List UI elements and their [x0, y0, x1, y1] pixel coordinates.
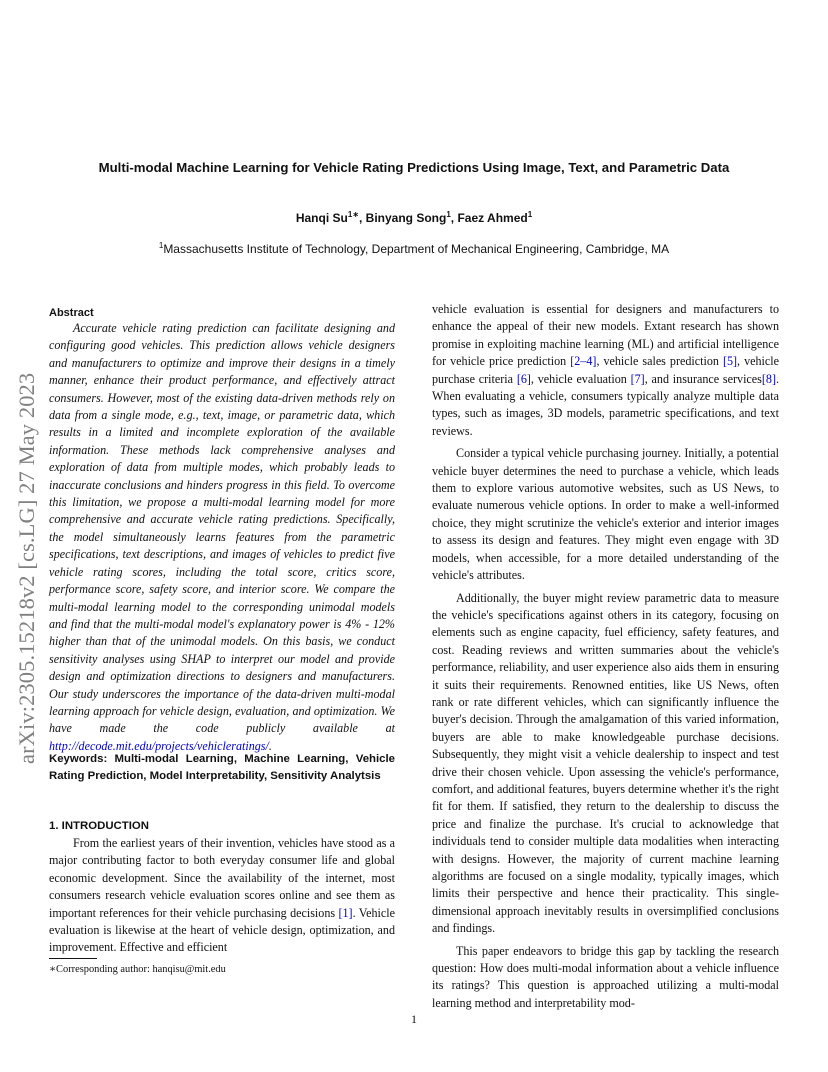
affiliation-mark: 1	[158, 241, 164, 250]
section-heading-introduction: 1. INTRODUCTION	[49, 820, 149, 832]
body-text: , vehicle purchase criteria	[432, 354, 779, 386]
affiliation	[0, 242, 828, 256]
author-sep: ,	[359, 211, 366, 225]
code-link[interactable]: http://decode.mit.edu/projects/vehicleratings/	[49, 738, 269, 753]
intro-text: From the earliest years of their invention, vehicles have stood as a major contributing factor to both everyday consumer life and global economic development. Since the availability of the internet, most consumers research vehicle evaluation scores online and see them as important references for their vehicle purchasing decisions	[49, 836, 395, 920]
paragraph: Consider a typical vehicle purchasing journey. Initially, a potential vehicle buyer determines the need to purchase a vehicle, which leads them to explore various automotive websites, such as US News, to evaluate numerous vehicle options. In order to make a well-informed choice, they might scrutinize the vehicle's exterior and interior images to assess its design and features. They might even engage with 3D models, when accessible, for a more detailed understanding of the vehicle's attributes.	[432, 446, 779, 583]
citation-link[interactable]: [7]	[630, 371, 645, 386]
author-name: Binyang Song	[365, 211, 447, 225]
body-text: vehicle evaluation is essential for designers and manufacturers to enhance the appeal of their new models. Extant research has shown promise in exploiting machine learning (ML) and artificial intelligence for vehicle price prediction	[432, 302, 779, 369]
footnote-rule	[49, 958, 97, 959]
author-sep: ,	[450, 211, 458, 225]
body-text: . When evaluating a vehicle, consumers typically analyze multiple data types, such as images, 3D models, parametric specifications, and text reviews.	[432, 371, 780, 438]
abstract-end: .	[268, 738, 272, 753]
author-mark: 1∗	[347, 210, 359, 219]
paragraph	[432, 301, 779, 440]
body-text: , vehicle evaluation	[530, 371, 631, 386]
abstract-text: Accurate vehicle rating prediction can facilitate designing and configuring good vehicles. This prediction allows vehicle designers and manufacturers to optimize and improve their designs in a timely manner, enhance their product performance, and effectively attract consumers. However, most of the existing data-driven methods rely on data from a single mode, e.g., text, image, or parametric data, which results in a limited and incomplete exploration of the available information. These methods lack comprehensive analyses and exploration of data from multiple modes, which probably leads to inaccurate conclusions and hinders progress in this field. To overcome this limitation, we propose a multi-modal learning model for more comprehensive and accurate vehicle rating predictions. Specifically, the model simultaneously learns features from the parametric specifications, text descriptions, and images of vehicles to predict five vehicle rating scores, including the total score, critics score, performance score, safety score, and interior score. We compare the multi-modal learning model to the corresponding unimodal models and find that the multi-modal model's explanatory power is 4% - 12% higher than that of the unimodal models. On this basis, we conduct sensitivity analyses using SHAP to interpret our model and provide design and optimization directions to designers and manufacturers. Our study underscores the importance of the data-driven multi-modal learning approach for vehicle design, evaluation, and optimization. We have made the code publicly available at	[49, 321, 395, 736]
author-name: Hanqi Su	[295, 211, 348, 225]
author-list	[0, 211, 828, 225]
citation-link[interactable]: [8]	[761, 371, 776, 386]
arxiv-stamp	[12, 278, 42, 764]
abstract-heading: Abstract	[49, 307, 94, 319]
page-number: 1	[411, 1012, 417, 1026]
paragraph: Additionally, the buyer might review parametric data to measure the vehicle's specifications against others in its category, focusing on elements such as engine capacity, fuel efficiency, safety features, and cost. Reading reviews and written summaries about the vehicle's performance, reliability, and user experience also aids them in ensuring it suits their requirements. Renowned entities, like US News, often rank or rate different vehicles, which can significantly influence the buyer's decision. Through the amalgamation of this varied information, buyers are able to make knowledgeable purchase decisions. Subsequently, they might visit a vehicle dealership to inspect and test drive their chosen vehicle. Upon assessing the vehicle's performance, comfort, and additional features, buyers determine whether it's the right fit for them. If satisfied, they return to the dealership to discuss the price and finalize the purchase. It's crucial to acknowledge that individuals tend to consider multiple data modalities when interacting with designs. However, the majority of current machine learning algorithms are focused on a single modality, typically images, which limits their perspective and hence their practicality. This single-dimensional approach inevitably results in oversimplified conclusions and findings.	[432, 590, 779, 936]
arxiv-stamp-text: arXiv:2305.15218v2 [cs.LG] 27 May 2023	[14, 372, 39, 764]
citation-link[interactable]: [1]	[338, 905, 353, 920]
affiliation-text: Massachusetts Institute of Technology, Department of Mechanical Engineering, Cambridge, MA	[163, 242, 670, 256]
right-column	[432, 301, 779, 1017]
citation-link[interactable]: [5]	[722, 354, 738, 369]
paragraph: This paper endeavors to bridge this gap by tackling the research question: How does multi-modal information about a vehicle influence its ratings? This question is approached utilizing a multi-modal learning method and interpretability mod-	[432, 943, 779, 1010]
paper-title: Multi-modal Machine Learning for Vehicle Rating Predictions Using Image, Text, and Parametric Data	[98, 160, 730, 175]
author-mark: 1	[527, 210, 533, 219]
footnote: ∗Corresponding author: hanqisu@mit.edu	[49, 964, 226, 975]
citation-link[interactable]: [2–4]	[570, 354, 597, 369]
author-mark: 1	[446, 210, 451, 219]
body-text: , and insurance services	[644, 371, 762, 386]
intro-text: . Vehicle evaluation is likewise at the heart of vehicle design, optimization, and improvement. Effective and efficient	[49, 905, 395, 955]
citation-link[interactable]: [6]	[516, 371, 531, 386]
keywords: Keywords: Multi-modal Learning, Machine Learning, Vehicle Rating Prediction, Model Interpretability, Sensitivity Analytsis	[49, 753, 395, 783]
introduction-body	[49, 835, 395, 957]
body-text: , vehicle sales prediction	[596, 354, 723, 369]
abstract-body	[49, 320, 395, 755]
author-name: Faez Ahmed	[457, 211, 528, 225]
